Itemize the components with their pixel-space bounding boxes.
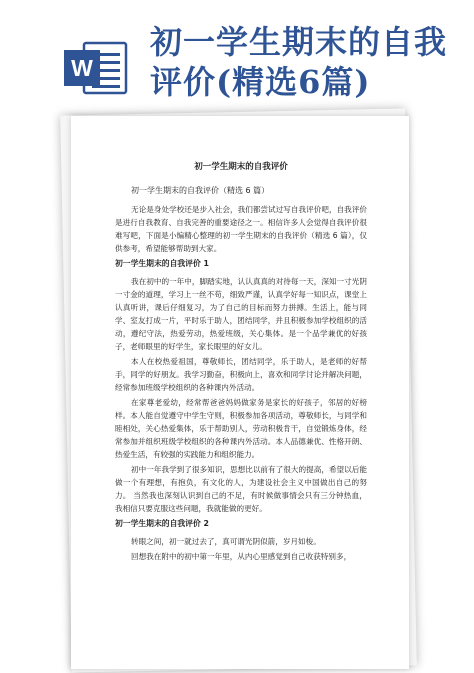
section1-paragraph-2: 本人在校热爱祖国，尊敬师长，团结同学，乐于助人，是老师的好帮手，同学的好朋友。我学习勤奋，积极向上，喜欢和同学讨论并解决问题，经常参加班级学校组织的各种课内外活动。 — [115, 357, 367, 392]
section1-paragraph-1: 我在初中的一年中，脚踏实地，认认真真的对待每一天，深知一寸光阴一寸金的道理，学习上一丝不苟，细致严谨，认真学好每一知识点，课堂上认真听讲，课后仔细复习，为了自己的目标而努力拼搏。生活上，能与同学、室友打成一片，平时乐于助人，团结同学，并且积极参加学校组织的活动，遵纪守法，热爱劳动，热爱班级，关心集体。是一个品学兼优的好孩子，老师眼里的好学生，家长眼里的好女儿。 — [115, 277, 367, 351]
document-title: 初一学生期末的自我评价(精选6篇) — [150, 23, 448, 101]
section1-paragraph-3: 在家尊老爱幼，经常帮爸爸妈妈做家务是家长的好孩子，邻居的好榜样。本人能自觉遵守中学生守则，积极参加各项活动，尊敬师长，与同学和睦相处，关心热爱集体，乐于帮助别人，劳动积极肯干，自觉锻炼身体，经常参加并组织班级学校组织的各种课内外活动。本人品德兼优、性格开朗、热爱生活，有较强的实践能力和组织能力。 — [115, 398, 367, 459]
header-banner — [0, 0, 474, 115]
intro-paragraph: 无论是身处学校还是步入社会，我们都尝试过写自我评价吧，自我评价是进行自我教育、自我完善的重要途径之一。相信许多人会觉得自我评价很难写吧，下面是小编精心整理的初一学生期末的自我评价（精选 6 篇），仅供参考，希望能够帮助到大家。 — [115, 205, 367, 253]
document-body — [115, 160, 367, 565]
page-heading: 初一学生期末的自我评价 — [194, 162, 288, 172]
word-logo-letter: W — [71, 55, 93, 81]
document-page — [71, 116, 409, 669]
word-document-icon — [62, 39, 128, 97]
section-heading-2: 初一学生期末的自我评价 2 — [115, 519, 209, 528]
section1-paragraph-4: 初中一年我学到了很多知识，思想比以前有了很大的提高，希望以后能做一个有理想，有抱负，有文化的人，为建设社会主义中国做出自己的努力。 当然我也深刻认识到自己的不足，有时候做事情会只有三分钟热血，我相信只要克服这些问题，我就能做的更好。 — [115, 465, 367, 513]
page-subtitle: 初一学生期末的自我评价（精选 6 篇） — [131, 186, 270, 195]
section2-paragraph-1: 转眼之间，初一就过去了，真可谓光阴似箭，岁月如梭。 — [131, 537, 321, 546]
section-heading-1: 初一学生期末的自我评价 1 — [115, 259, 209, 268]
section2-paragraph-2: 回想我在附中的初中第一年里，从内心里感觉到自己收获特别多， — [131, 552, 352, 561]
